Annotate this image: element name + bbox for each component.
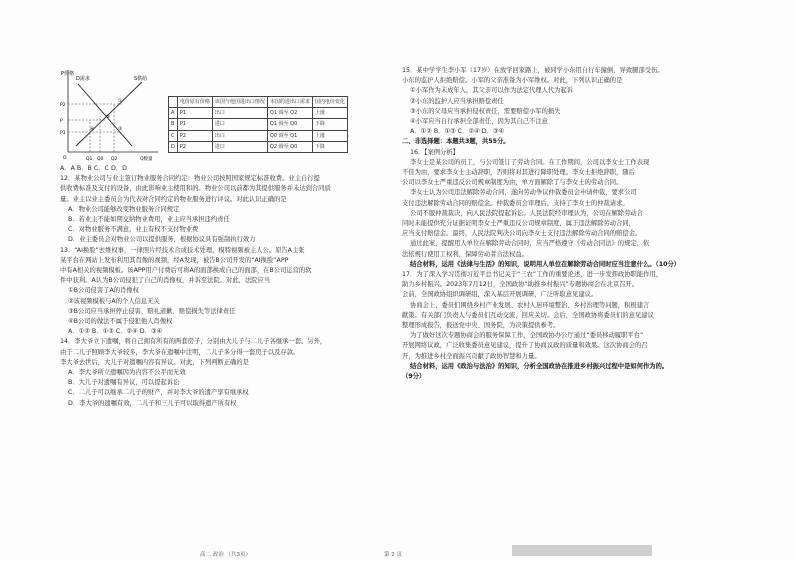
case-paragraph: 同时未能提供充分证据证明李女士严重违反公司规章制度，属于违法解除劳动合同，	[402, 220, 635, 228]
supply-demand-graph	[60, 66, 164, 164]
q15-statement: ②小东的监护人应当承担赔偿责任	[410, 97, 504, 105]
q13-statement: ③B公司应当承担停止侵害、赔礼道歉、赔偿损失等法律责任	[68, 307, 236, 315]
case-paragraph: 不佳为由，要求李女士主动辞职，否则将对其进行降职处理。李女士拒绝辞职，随后	[402, 169, 635, 177]
q14-option: A．李大爷所立遗嘱因为内容不公平而无效	[68, 369, 186, 377]
q17-paragraph: 为了做好这次专题协商会的服务保障工作，全国政协办公厅通过“委员移动履职平台”	[410, 332, 644, 340]
table-row: D P2 进口 Q2 调至 Q0 下降	[169, 141, 348, 152]
q13-stem: 某平台在网站上发布利用其肖像的视频，经A发现，被告B公司开发的“AI换脸”APP	[60, 256, 289, 264]
case-paragraph: 支付违法解除劳动合同的赔偿金。仲裁委员会审理后，支持了李女士的仲裁请求。	[402, 199, 629, 207]
case-paragraph: 应当支付赔偿金。最终，人民法院判决公司向李女士支付违法解除劳动合同的赔偿金。	[402, 230, 642, 238]
case-paragraph: 李女士认为公司违法解除劳动合同，遂向劳动争议仲裁委员会申请仲裁，要求公司	[410, 189, 637, 197]
q-label: Q2	[111, 157, 118, 162]
q13-statement: ①B公司侵害了A的肖像权	[68, 287, 139, 295]
q17-score: （9分）	[402, 373, 426, 381]
trade-table	[168, 96, 348, 153]
q11-options: A．A B．B C．C D．D	[60, 165, 127, 172]
demand-label: D需求	[76, 76, 90, 82]
case-paragraph: 法依规行使用工权利，保障劳动者合法权益。	[402, 250, 528, 258]
q17-paragraph: 17．为了深入学习贯彻习近平总书记关于“三农”工作的重要论述，进一步发挥政协职能作用，	[402, 271, 663, 279]
q12-option: D．业主委员会对物业公司以提供服务，根据协议具有强制执行效力	[68, 236, 256, 244]
q17-prompt: 结合材料，运用《政治与法治》的知识，分析全国政协在推进乡村振兴过程中是如何作为的。	[410, 362, 669, 370]
q14-stem: 由于二儿子照顾李大爷较多，李大爷在遗嘱中注明，二儿子多分得一套房子以及存款。	[60, 348, 300, 356]
q-label: Q1	[86, 157, 93, 162]
case-paragraph: 李女士是某公司的员工，与公司签订了劳动合同。在工作期间，公司以李女士工作表现	[410, 158, 650, 166]
footer-page-number: 第 2 页	[384, 552, 402, 558]
q17-paragraph: 开展网络议政，广泛收集委员意见建议，提升了协商议政的质量和效果。这次协商会的召	[402, 342, 648, 350]
point-label: ①	[118, 99, 123, 104]
q14-option: B．大儿子对遗嘱有异议，可以提起诉讼	[68, 379, 180, 387]
footer-left: 高二 政治 （共3页）	[200, 552, 251, 558]
q14-option: D．李大爷的遗嘱有效，二儿子和三儿子可以取得遗产所有权	[68, 399, 237, 407]
q17-paragraph: 助力乡村振兴。2023年7月12日，全国政协“助推乡村振兴”专题协商会在北京召开。	[402, 281, 639, 289]
q14-stem: 14．李大爷立下遗嘱，将自己拥有所有的两套房子，分别由大儿子与二儿子各继承一套。另外，	[60, 338, 327, 346]
p-label: P2	[60, 103, 66, 108]
q15-stem: 15．某中学学生李小军（17岁）在放学回家路上，被同学小东用自行车撞倒，导致腿部受伤。	[402, 67, 664, 74]
point-label: ③	[118, 127, 123, 132]
q17-paragraph: 协商会上，委员们围绕乡村产业发展、农村人居环境整治、乡村治理等问题，积极建言	[410, 301, 650, 309]
q14-stem: 李大爷去世后，大儿子对遗嘱内容有异议。对此，下列判断正确的是	[60, 358, 249, 366]
table-row: C P2 出口 Q0 调至 Q1 上涨	[169, 130, 348, 141]
case-paragraph: 公司不服仲裁裁决，向人民法院提起诉讼。人民法院经审理认为，公司在解除劳动合	[410, 209, 643, 217]
q13-stem: 13．“AI换脸”去维权事，一律照片经技术合成技术处理，模特视频被主人公。原告A主张	[60, 246, 305, 254]
q13-stem: 件中获利。A认为B公司侵犯了自己的肖像权，并诉至法院。对此，法院应当	[60, 277, 271, 285]
q15-statement: ④小军应当自行承担全部责任，因为其自己不注意	[410, 118, 548, 126]
q15-statement: ③小东的父母应当承担侵权责任，需要赔偿小军的损失	[410, 107, 561, 115]
left-column	[60, 66, 380, 409]
table-row: B P1 进口 Q1 调至 Q0 下降	[169, 119, 348, 130]
point-label: ④	[90, 127, 95, 132]
origin-label: O	[63, 156, 67, 161]
table-row: A P1 出口 Q1 调至 Q2 上涨	[169, 108, 348, 119]
p-label: P1	[60, 131, 66, 136]
q12-stem: 12．某物业公司与业主签订物业服务合同约定：物业公司按照国家规定标准收费。业主自行提	[60, 175, 320, 183]
table-header: 本国的进出口需求	[267, 97, 312, 108]
q17-paragraph: 会前，全国政协组织调研组，深入基层开展调研，广泛听取意见建议。	[402, 291, 598, 299]
q12-option: B．若业主不能如期交纳物业费用，业主应当承担违约责任	[68, 216, 230, 224]
p-label: P	[60, 119, 63, 124]
case-paragraph: 公司以李女士严重违反公司规章制度为由，单方面解除了与李女士的劳动合同。	[402, 179, 623, 187]
supply-curve	[76, 82, 142, 146]
table-header-row	[169, 97, 348, 108]
q12-stem: 量。业主以业主委员会为代表对合同约定的物业服务进行评议。对此认识正确的是	[60, 195, 287, 203]
supply-label: S供给	[134, 76, 148, 82]
table-header: 电价原有价格	[177, 97, 212, 108]
q17-paragraph: 整理形成报告，报送党中央、国务院，为决策提供参考。	[402, 322, 560, 330]
q13-statement: ④B公司的做法不属于侵犯他人肖像权	[68, 318, 173, 326]
q17-paragraph: 开，为推进乡村全面振兴贡献了政协智慧和力量。	[402, 352, 541, 360]
case-paragraph: 通过此案，提醒用人单位在解除劳动合同时，应当严格遵守《劳动合同法》的规定，依	[410, 240, 650, 248]
q17-paragraph: 献策。有关部门负责人与委员们互动交流，回应关切。会后，全国政协将委员们的意见建议	[402, 311, 654, 319]
q-label: Q0	[97, 157, 104, 162]
q14-option: C．二儿子可以继承二儿子的财产，并对李大爷的遗产享有继承权	[68, 389, 249, 397]
q13-stem: 中有A相关的视频模板。该APP用户付费后可将A的面部换成自己的面部，在B公司运营的软	[60, 267, 312, 275]
right-column	[402, 66, 702, 382]
supply-demand-figure	[60, 66, 380, 164]
section-heading: 二、非选择题：本题共3题，共55分。	[402, 138, 510, 146]
q16-title: 16．【案例分析】	[410, 148, 459, 156]
q12-option: C．对物业服务不满意，业主有权不支付物业费	[68, 226, 199, 234]
y-axis-label: P价格	[61, 71, 75, 77]
q15-stem: 小东的监护人拒绝赔偿。小军的父亲准备为小军维权。对此，下列认识正确的是	[402, 77, 623, 85]
q12-stem: 供收费标准及支付的设备，由此影响业主使用和的。物业公司以前都为其提供服务并未达到合同质	[60, 185, 331, 193]
table-header: 该国与他国进出口情况	[212, 97, 267, 108]
redaction-bar	[512, 545, 652, 556]
table-header: 国内电价变化	[312, 97, 347, 108]
q13-options: A．①② B．①③ C．②④ D．③④	[68, 328, 163, 336]
q13-statement: ②该视频模板与A的个人信息无关	[68, 297, 160, 305]
q12-option: A．物业公司能够改变物业服务合同规定	[68, 205, 180, 213]
point-label: ②	[106, 115, 111, 120]
q16-prompt: 结合材料，运用《法律与生活》的知识，说明用人单位在解除劳动合同时应当注意什么。（10分）	[410, 260, 681, 268]
q15-statement: ①小军作为未成年人，其父亲可以作为法定代理人代为起诉	[410, 87, 574, 95]
x-axis-label: Q数量	[140, 157, 153, 162]
q15-options: A．①② B．①③ C．②④ D．③④	[410, 128, 505, 136]
